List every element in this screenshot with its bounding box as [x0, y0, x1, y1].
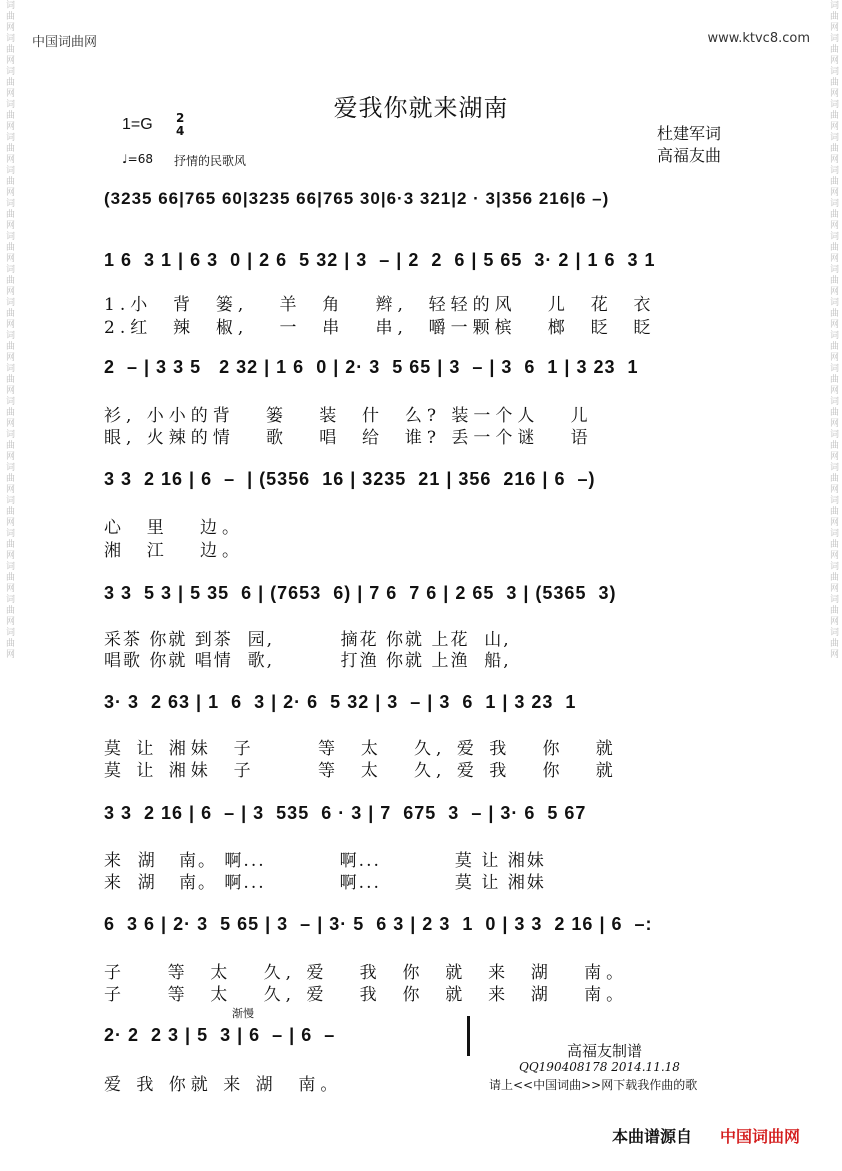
key-signature: 1=G	[122, 116, 153, 133]
notes-line-8: 6 3 6 | 2· 3 5 65 | 3 – | 3· 5 6 3 | 2 3 1 0 | 3 3 2 16 | 6 –:	[104, 914, 653, 934]
lyric-line-2-verse-1: 1.小 背 篓, 羊 角 辫, 轻轻的风 儿 花 衣	[104, 295, 656, 315]
lyric-line-6-verse-2: 莫 让 湘妹 子 等 太 久, 爱 我 你 就	[104, 761, 618, 781]
notes-line-7: 3 3 2 16 | 6 – | 3 535 6 · 3 | 7 675 3 – | 3· 6 5 67	[104, 803, 587, 823]
intro-notes: (3235 66|765 60|3235 66|765 30|6·3 321|2 · 3|356 216|6 –)	[104, 189, 610, 208]
download-note: 请上<<中国词曲>>网下载我作曲的歌	[489, 1078, 698, 1092]
notes-line-5: 3 3 5 3 | 5 35 6 | (7653 6) | 7 6 7 6 | 2 65 3 | (5365 3)	[104, 583, 617, 603]
lyric-line-3-verse-2: 眼, 火辣的情 歌 唱 给 谁? 丢一个谜 语	[104, 428, 593, 448]
source-site-link[interactable]: 中国词曲网	[720, 1127, 801, 1146]
composer-credit: 高福友曲	[657, 146, 722, 165]
tempo-mark: ♩=68	[122, 152, 153, 166]
notes-line-2: 1 6 3 1 | 6 3 0 | 2 6 5 32 | 3 – | 2 2 6 | 5 65 3· 2 | 1 6 3 1	[104, 250, 656, 270]
notes-line-9: 2· 2 2 3 | 5 3 | 6 – | 6 –	[104, 1025, 336, 1045]
lyric-line-8-verse-2: 子 等 太 久, 爱 我 你 就 来 湖 南。	[104, 985, 629, 1005]
meter-bottom: 4	[176, 124, 185, 138]
meter-top: 2	[176, 111, 185, 125]
notes-line-4: 3 3 2 16 | 6 – | (5356 16 | 3235 21 | 356 216 | 6 –)	[104, 469, 596, 489]
watermark-left: 词曲网词曲网词曲网词曲网词曲网词曲网词曲网词曲网词曲网词曲网词曲网词曲网词曲网词曲网词曲网词曲网词曲网词曲网词曲网词曲网	[4, 0, 14, 660]
source-label: 本曲谱源自	[612, 1127, 693, 1146]
song-title: 爱我你就来湖南	[333, 94, 509, 122]
lyric-line-7-verse-2: 来 湖 南。 啊... 啊... 莫 让 湘妹	[104, 873, 546, 893]
style-mark: 抒情的民歌风	[174, 154, 247, 168]
site-url: www.ktvc8.com	[707, 31, 810, 46]
lyric-line-4-verse-1: 心 里 边。	[104, 518, 245, 538]
lyric-line-8-verse-1: 子 等 太 久, 爱 我 你 就 来 湖 南。	[104, 963, 629, 983]
contact-date: QQ190408178 2014.11.18	[519, 1060, 680, 1074]
lyric-line-3-verse-1: 衫, 小小的背 篓 装 什 么? 装一个人 儿	[104, 406, 593, 426]
lyric-line-5-verse-1: 采茶 你就 到茶 园, 摘花 你就 上花 山,	[104, 630, 511, 650]
lyric-line-4-verse-2: 湘 江 边。	[104, 541, 245, 561]
lyric-line-2-verse-2: 2.红 辣 椒, 一 串 串, 嚼一颗槟 榔 眨 眨	[104, 318, 656, 338]
notes-line-6: 3· 3 2 63 | 1 6 3 | 2· 6 5 32 | 3 – | 3 6 1 | 3 23 1	[104, 692, 577, 712]
lyric-line-7-verse-1: 来 湖 南。 啊... 啊... 莫 让 湘妹	[104, 851, 546, 871]
site-name: 中国词曲网	[32, 35, 98, 50]
time-signature	[176, 112, 184, 138]
lyricist-credit: 杜建军词	[657, 124, 722, 143]
lyric-line-5-verse-2: 唱歌 你就 唱情 歌, 打渔 你就 上渔 船,	[104, 651, 511, 671]
final-barline	[467, 1016, 470, 1056]
ritardando-mark: 渐慢	[232, 1007, 254, 1020]
watermark-right: 词曲网词曲网词曲网词曲网词曲网词曲网词曲网词曲网词曲网词曲网词曲网词曲网词曲网词曲网词曲网词曲网词曲网词曲网词曲网词曲网	[828, 0, 838, 660]
lyric-line-6-verse-1: 莫 让 湘妹 子 等 太 久, 爱 我 你 就	[104, 739, 618, 759]
notes-line-3: 2 – | 3 3 5 2 32 | 1 6 0 | 2· 3 5 65 | 3 – | 3 6 1 | 3 23 1	[104, 357, 639, 377]
arranger-credit: 高福友制谱	[567, 1042, 643, 1060]
lyric-line-9: 爱 我 你就 来 湖 南。	[104, 1075, 343, 1095]
